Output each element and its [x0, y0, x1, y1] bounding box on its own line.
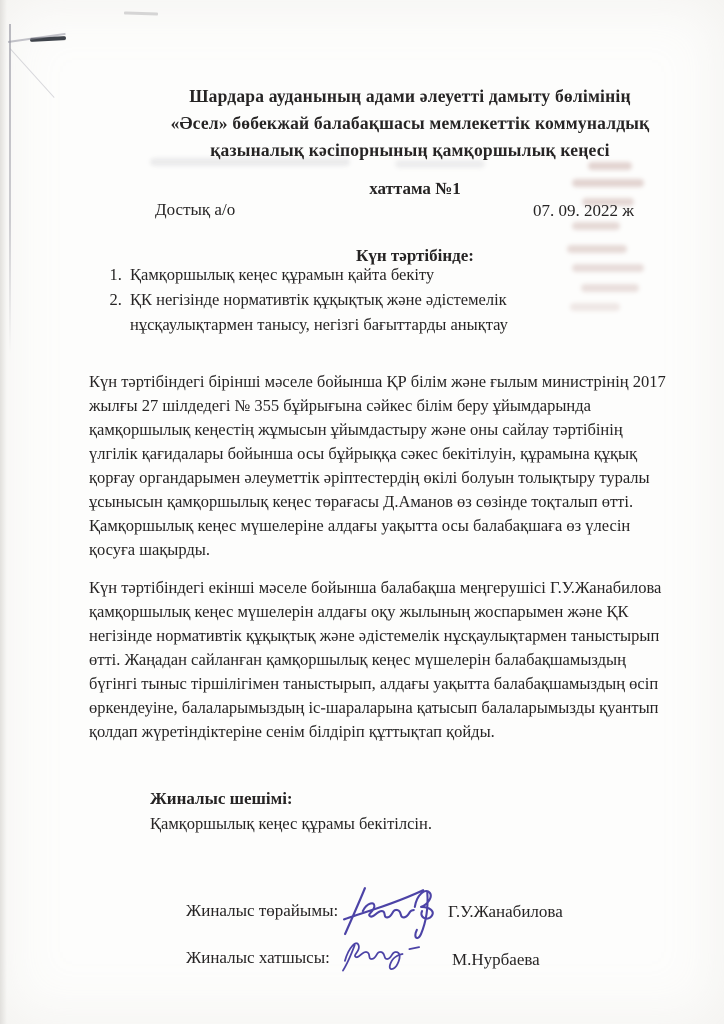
agenda-heading: Күн тәртібінде:: [356, 246, 474, 265]
scan-smudge: [124, 11, 158, 15]
decision-text: Қамқоршылық кеңес құрамы бекітілсін.: [150, 814, 432, 833]
agenda-list: [96, 262, 626, 337]
protocol-number-heading: хаттама №1: [369, 179, 461, 198]
fold-crease: [10, 48, 55, 98]
meeting-date: 07. 09. 2022 ж: [533, 201, 634, 220]
chair-name: Г.У.Жанабилова: [448, 902, 563, 921]
secretary-role-label: Жиналыс хатшысы:: [186, 948, 330, 967]
secretary-signature-ink: [341, 933, 423, 975]
title-line-2: «Әсел» бөбекжай балабақшасы мемлекеттік коммуналдық: [170, 113, 650, 133]
document-title: [140, 83, 680, 164]
chair-signature-ink: [342, 881, 446, 937]
secretary-name: М.Нурбаева: [452, 950, 540, 969]
body-paragraph-1: Күн тәртібіндегі бірінші мәселе бойынша ҚР білім және ғылым министрінің 2017 жылғы 27 шілдедегі № 355 бұйрығына сәйкес білім беру ұйымдарында қамқоршылық кеңестің жұмысын ұйымдастыру және оны сайлау тәртібінің үлгілік қағидалары бойынша осы бұйрыққа сәкес бекітілуін, құрамына құқық қорғау органдарымен әлеуметтік әріптестердің өкілі болуын толықтыру туралы ұсынысын қамқоршылық кеңес төрағасы Д.Аманов өз сөзінде тоқталып өтті. Қамқоршылық кеңес мүшелеріне алдағы уақытта осы балабақшаға өз үлесін қосуға шақырды.: [89, 372, 666, 559]
title-line-3: қазыналық кәсіпорнының қамқоршылық кеңесі: [210, 140, 610, 160]
meeting-place: Достық а/о: [155, 200, 236, 219]
chair-role-label: Жиналыс төрайымы:: [186, 901, 339, 920]
body-paragraph-2: Күн тәртібіндегі екінші мәселе бойынша балабақша меңгерушісі Г.У.Жанабилова қамқоршылық кеңес мүшелерін алдағы оқу жылының жоспарымен және ҚК негізінде нормативтік құқықтық және әдістемелік нұсқаулықтармен таныстырып өтті. Жаңадан сайланған қамқоршылық кеңес мүшелерін балабақшамыздың бүгінгі тыныс тіршілігімен таныстырып, алдағы уақытта балабақшамыздың өсіп өркендеуіне, балаларымыздың іс-шараларына қатысып балаларымызды қуантып қолдап жүретіндіктеріне сенім білдіріп құттықтап қойды.: [89, 578, 662, 741]
page-edge-line: [9, 24, 11, 354]
bleed-through-artifact: [572, 222, 620, 230]
title-line-1: Шардара ауданының адами әлеуетті дамыту бөлімінің: [189, 86, 631, 106]
agenda-item: 1. Қамқоршылық кеңес құрамын қайта бекіту: [126, 262, 626, 287]
page-edge-shade: [0, 0, 7, 1024]
agenda-item: 2. ҚК негізінде нормативтік құқықтық және әдістемелік нұсқаулықтармен танысу, негізгі бағыттарды анықтау: [126, 287, 626, 337]
decision-heading: Жиналыс шешімі:: [150, 789, 293, 808]
